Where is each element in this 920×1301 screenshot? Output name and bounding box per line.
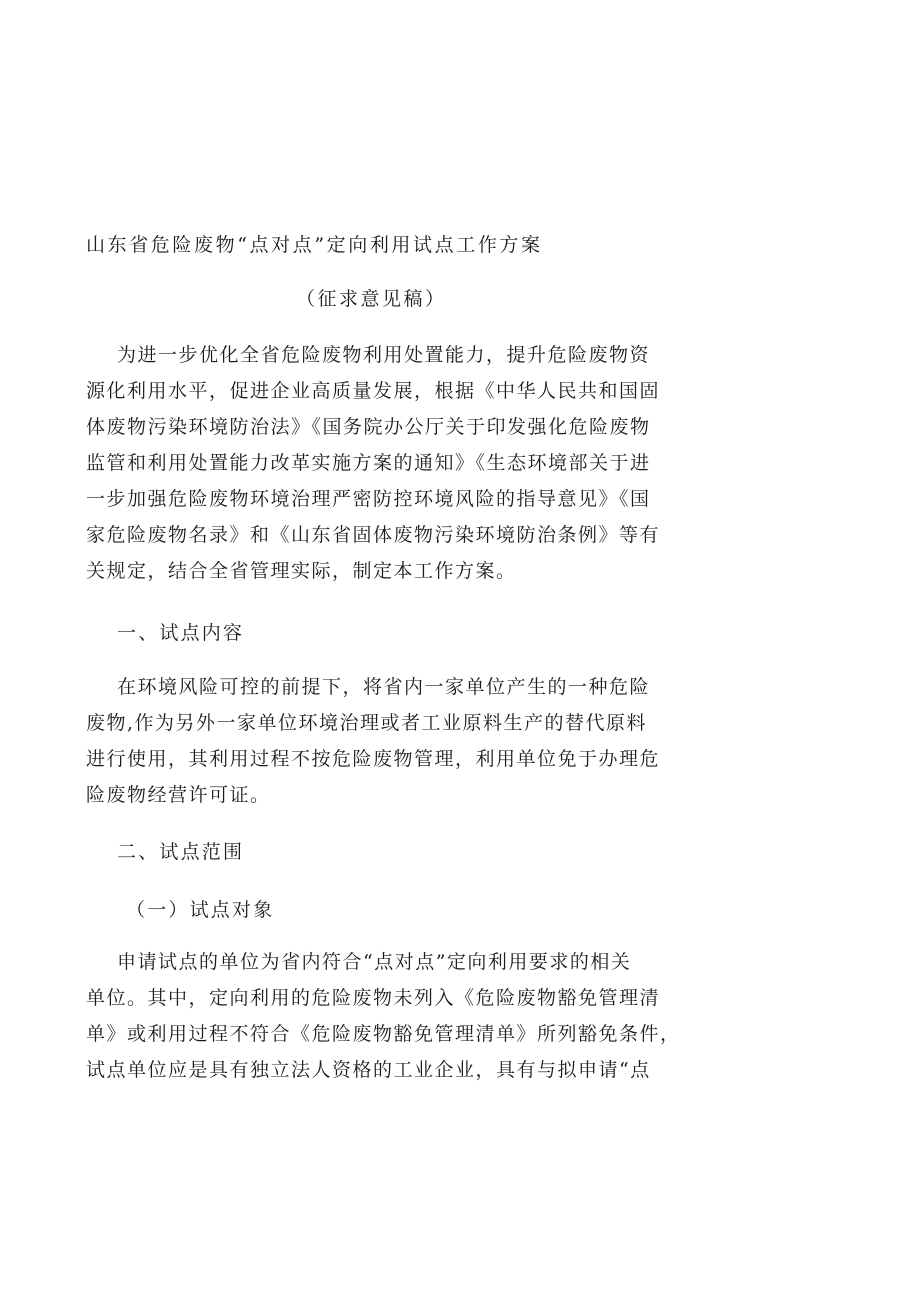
paragraph-line: 单》或利用过程不符合《危险废物豁免管理清单》所列豁免条件， (86, 1023, 681, 1045)
section-heading: 二、试点范围 (117, 841, 245, 863)
document-title: 山东省危险废物“点对点”定向利用试点工作方案 (86, 234, 543, 256)
paragraph-line: 试点单位应是具有独立法人资格的工业企业，具有与拟申请“点 (86, 1059, 651, 1081)
paragraph-line: 废物,作为另外一家单位环境治理或者工业原料生产的替代原料 (86, 712, 648, 734)
intro-line: 关规定，结合全省管理实际，制定本工作方案。 (86, 560, 517, 582)
intro-line: 一步加强危险废物环境治理严密防控环境风险的指导意见》《国 (86, 488, 651, 510)
paragraph-line: 单位。其中，定向利用的危险废物未列入《危险废物豁免管理清 (86, 987, 661, 1009)
intro-line: 家危险废物名录》和《山东省固体废物污染环境防治条例》等有 (86, 524, 661, 546)
paragraph-line: 险废物经营许可证。 (86, 784, 271, 806)
paragraph-line: 在环境风险可控的前提下，将省内一家单位产生的一种危险 (117, 676, 651, 698)
intro-line: 为进一步优化全省危险废物利用处置能力，提升危险废物资 (117, 344, 651, 366)
paragraph-line: 申请试点的单位为省内符合“点对点”定向利用要求的相关 (117, 951, 632, 973)
intro-line: 监管和利用处置能力改革实施方案的通知》《生态环境部关于进 (86, 452, 651, 474)
subsection-heading: （一）试点对象 (126, 899, 275, 921)
paragraph-line: 进行使用，其利用过程不按危险废物管理，利用单位免于办理危 (86, 748, 661, 770)
intro-line: 源化利用水平，促进企业高质量发展，根据《中华人民共和国固 (86, 380, 661, 402)
intro-line: 体废物污染环境防治法》《国务院办公厅关于印发强化危险废物 (86, 416, 651, 438)
document-subtitle: （征求意见稿） (296, 288, 447, 310)
section-heading: 一、试点内容 (117, 622, 245, 644)
